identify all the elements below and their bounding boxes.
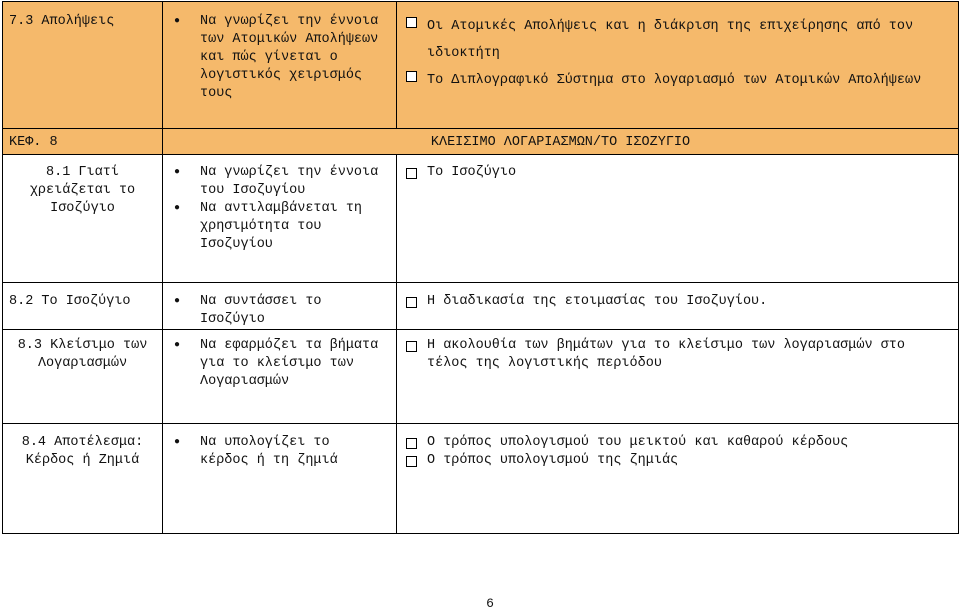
page-number: 6 <box>486 596 494 611</box>
table-row-8-3 <box>3 330 959 424</box>
chapter-header-row <box>3 129 959 155</box>
objective-item: ● Να αντιλαμβάνεται τη χρησιμότητα του Ισοζυγίου <box>163 200 382 254</box>
section-label: 8.4 Αποτέλεσμα: Κέρδος ή Ζημιά <box>21 435 144 468</box>
topics-cell <box>397 2 959 129</box>
objectives-cell <box>163 155 397 283</box>
objective-item: ● Να εφαρμόζει τα βήματα για το κλείσιμο των Λογαριασμών <box>163 337 382 391</box>
section-label: 7.3 Απολήψεις <box>9 14 115 29</box>
topic-item: Η διαδικασία της ετοιμασίας του Ισοζυγίου. <box>397 293 938 311</box>
curriculum-table <box>2 1 959 534</box>
section-cell <box>3 330 163 424</box>
topics-cell <box>397 155 959 283</box>
objectives-cell <box>163 330 397 424</box>
objectives-cell <box>163 283 397 330</box>
section-cell <box>3 2 163 129</box>
topics-cell <box>397 330 959 424</box>
objective-item: ● Να υπολογίζει το κέρδος ή τη ζημιά <box>163 434 382 470</box>
objectives-cell <box>163 2 397 129</box>
section-label: 8.3 Κλείσιμο των Λογαριασμών <box>17 338 148 371</box>
chapter-label-cell <box>3 129 163 155</box>
table-row-8-2 <box>3 283 959 330</box>
chapter-label: ΚΕΦ. 8 <box>9 135 58 150</box>
objectives-cell <box>163 424 397 534</box>
topic-item: Το Διπλογραφικό Σύστημα στο λογαριασμό των Ατομικών Απολήψεων <box>397 67 938 94</box>
table-row-7-3 <box>3 2 959 129</box>
chapter-title-cell <box>163 129 959 155</box>
topics-cell <box>397 424 959 534</box>
chapter-title: ΚΛΕΙΣΙΜΟ ΛΟΓΑΡΙΑΣΜΩΝ/ΤΟ ΙΣΟΖΥΓΙΟ <box>430 135 691 150</box>
section-label: 8.2 Το Ισοζύγιο <box>9 294 131 309</box>
section-cell <box>3 155 163 283</box>
objective-item: ● Να γνωρίζει την έννοια των Ατομικών Απολήψεων και πώς γίνεται ο λογιστικός χειρισμός τους <box>163 13 382 103</box>
topic-item: Η ακολουθία των βημάτων για το κλείσιμο των λογαριασμών στο τέλος της λογιστικής περιόδου <box>397 337 950 373</box>
topic-item: Το Ισοζύγιο <box>397 164 938 182</box>
objective-item: ● Να συντάσσει το Ισοζύγιο <box>163 293 382 329</box>
topic-item: Ο τρόπος υπολογισμού της ζημιάς <box>397 452 950 470</box>
table-row-8-1 <box>3 155 959 283</box>
topic-item: Ο τρόπος υπολογισμού του μεικτού και καθαρού κέρδους <box>397 434 950 452</box>
section-label: 8.1 Γιατί χρειάζεται το Ισοζύγιο <box>29 165 136 216</box>
topic-item: Οι Ατομικές Απολήψεις και η διάκριση της επιχείρησης από τον ιδιοκτήτη <box>397 13 938 67</box>
table-row-8-4 <box>3 424 959 534</box>
topics-cell <box>397 283 959 330</box>
section-cell <box>3 283 163 330</box>
section-cell <box>3 424 163 534</box>
objective-item: ● Να γνωρίζει την έννοια του Ισοζυγίου <box>163 164 382 200</box>
